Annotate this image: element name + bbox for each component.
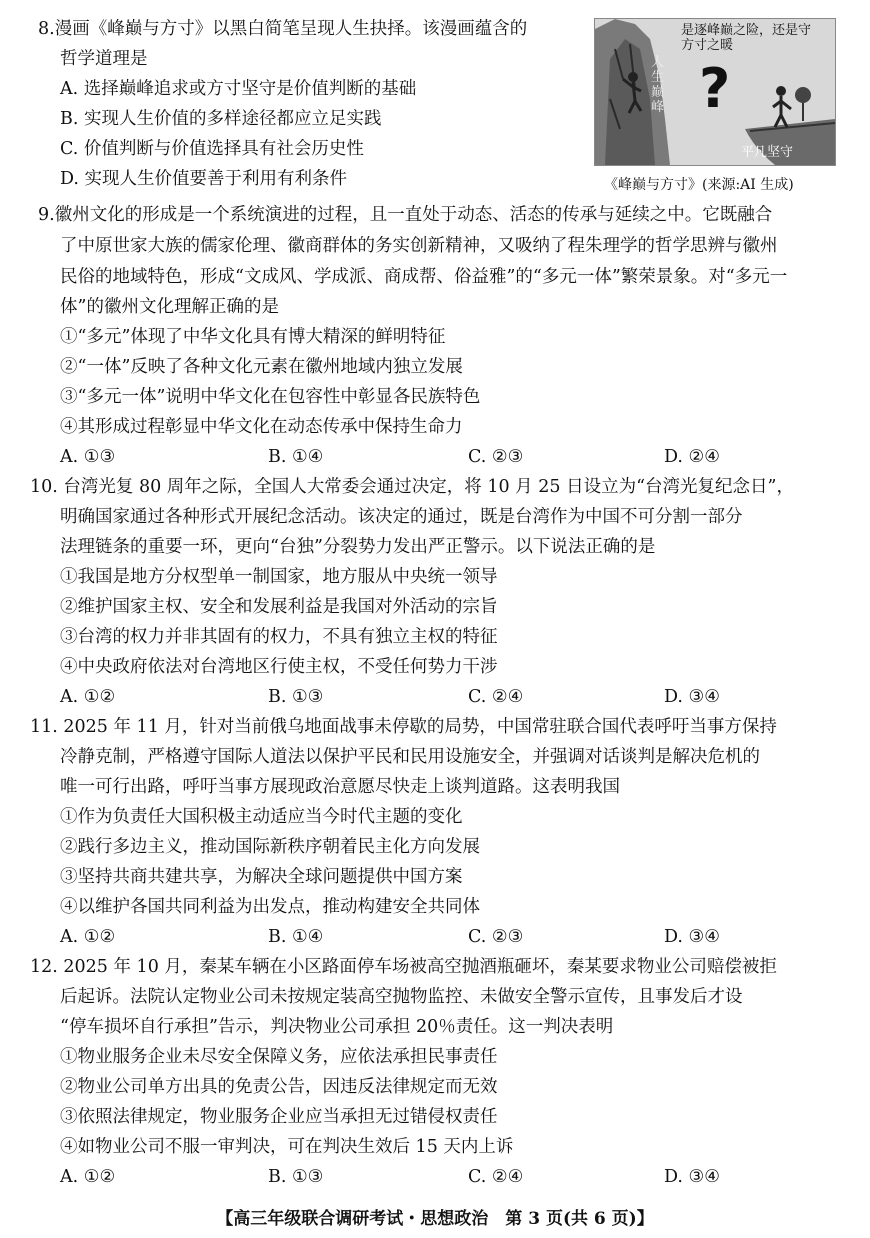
cartoon-text-peak: 人生巅峰: [651, 55, 665, 115]
q9-item-1: ①“多元”体现了中华文化具有博大精深的鲜明特征: [60, 327, 446, 347]
q10-item-1: ①我国是地方分权型单一制国家，地方服从中央统一领导: [60, 567, 498, 587]
q12-stem-line-1: 12. 2025 年 10 月，秦某车辆在小区路面停车场被高空抛酒瓶砸坏，秦某要求物业公司赔偿被拒: [30, 957, 777, 977]
question-mark: ?: [699, 57, 731, 120]
q12-choice-a: A. ①②: [60, 1167, 116, 1187]
q9-choice-c: C. ②③: [468, 447, 524, 467]
q9-choice-d: D. ②④: [664, 447, 720, 467]
q9-item-4: ④其形成过程彰显中华文化在动态传承中保持生命力: [60, 417, 463, 437]
q10-choice-d: D. ③④: [664, 687, 720, 707]
q10-stem-line-2: 明确国家通过各种形式开展纪念活动。该决定的通过，既是台湾作为中国不可分割一部分: [60, 507, 743, 527]
cartoon-figure: [594, 18, 836, 166]
cartoon-caption: 《峰巅与方寸》(来源:AI 生成): [604, 177, 794, 193]
q8-stem-line-2: 哲学道理是: [60, 49, 148, 69]
q9-choice-b: B. ①④: [268, 447, 324, 467]
q11-item-1: ①作为负责任大国积极主动适应当今时代主题的变化: [60, 807, 463, 827]
q10-stem-line-1: 10. 台湾光复 80 周年之际，全国人大常委会通过决定，将 10 月 25 日设立为“台湾光复纪念日”，: [30, 477, 794, 497]
q10-item-2: ②维护国家主权、安全和发展利益是我国对外活动的宗旨: [60, 597, 498, 617]
q11-choice-a: A. ①②: [60, 927, 116, 947]
q11-stem-line-1: 11. 2025 年 11 月，针对当前俄乌地面战事未停歇的局势，中国常驻联合国代表呼吁当事方保持: [30, 717, 777, 737]
q11-choice-c: C. ②③: [468, 927, 524, 947]
q12-stem-line-2: 后起诉。法院认定物业公司未按规定装高空抛物监控、未做安全警示宣传，且事发后才设: [60, 987, 743, 1007]
q10-choice-c: C. ②④: [468, 687, 524, 707]
q12-stem-line-3: “停车损坏自行承担”告示，判决物业公司承担 20％责任。这一判决表明: [60, 1017, 614, 1037]
q8-option-a: A. 选择巅峰追求或方寸坚守是价值判断的基础: [60, 79, 417, 99]
q12-item-4: ④如物业公司不服一审判决，可在判决生效后 15 天内上诉: [60, 1137, 514, 1157]
q11-choice-d: D. ③④: [664, 927, 720, 947]
q9-choice-a: A. ①③: [60, 447, 116, 467]
q12-choice-c: C. ②④: [468, 1167, 524, 1187]
q11-item-2: ②践行多边主义，推动国际新秩序朝着民主化方向发展: [60, 837, 480, 857]
cartoon-text-top-2: 方寸之暖: [681, 38, 734, 53]
q9-stem-line-3: 民俗的地域特色，形成“文成风、学成派、商成帮、俗益雅”的“多元一体”繁荣景象。对“多元一: [60, 267, 788, 287]
page-footer: 【高三年级联合调研考试・思想政治 第 3 页(共 6 页)】: [216, 1209, 654, 1229]
q9-stem-line-1: 9.徽州文化的形成是一个系统演进的过程，且一直处于动态、活态的传承与延续之中。它既融合: [38, 205, 773, 225]
q12-item-3: ③依照法律规定，物业服务企业应当承担无过错侵权责任: [60, 1107, 498, 1127]
q10-choice-b: B. ①③: [268, 687, 324, 707]
q9-item-2: ②“一体”反映了各种文化元素在徽州地域内独立发展: [60, 357, 463, 377]
q11-stem-line-2: 冷静克制，严格遵守国际人道法以保护平民和民用设施安全，并强调对话谈判是解决危机的: [60, 747, 760, 767]
q10-item-3: ③台湾的权力并非其固有的权力，不具有独立主权的特征: [60, 627, 498, 647]
q9-stem-line-2: 了中原世家大族的儒家伦理、徽商群体的务实创新精神，又吸纳了程朱理学的哲学思辨与徽州: [60, 236, 778, 256]
q9-stem-line-4: 体”的徽州文化理解正确的是: [60, 297, 279, 317]
q9-item-3: ③“多元一体”说明中华文化在包容性中彰显各民族特色: [60, 387, 481, 407]
cartoon-text-bottom: 平凡坚守: [741, 145, 794, 160]
q12-choice-d: D. ③④: [664, 1167, 720, 1187]
q8-option-c: C. 价值判断与价值选择具有社会历史性: [60, 139, 364, 159]
q10-choice-a: A. ①②: [60, 687, 116, 707]
q12-item-1: ①物业服务企业未尽安全保障义务，应依法承担民事责任: [60, 1047, 498, 1067]
cartoon-text-top: 是逐峰巅之险，还是守: [681, 23, 812, 38]
q11-stem-line-3: 唯一可行出路，呼吁当事方展现政治意愿尽快走上谈判道路。这表明我国: [60, 777, 620, 797]
q11-item-4: ④以维护各国共同利益为出发点，推动构建安全共同体: [60, 897, 480, 917]
q12-item-2: ②物业公司单方出具的免责公告，因违反法律规定而无效: [60, 1077, 498, 1097]
q12-choice-b: B. ①③: [268, 1167, 324, 1187]
q8-option-d: D. 实现人生价值要善于利用有利条件: [60, 169, 348, 189]
q10-item-4: ④中央政府依法对台湾地区行使主权，不受任何势力干涉: [60, 657, 498, 677]
q11-item-3: ③坚持共商共建共享，为解决全球问题提供中国方案: [60, 867, 463, 887]
q8-option-b: B. 实现人生价值的多样途径都应立足实践: [60, 109, 382, 129]
q10-stem-line-3: 法理链条的重要一环，更向“台独”分裂势力发出严正警示。以下说法正确的是: [60, 537, 656, 557]
q11-choice-b: B. ①④: [268, 927, 324, 947]
q8-stem-line-1: 8.漫画《峰巅与方寸》以黑白简笔呈现人生抉择。该漫画蕴含的: [38, 19, 528, 39]
